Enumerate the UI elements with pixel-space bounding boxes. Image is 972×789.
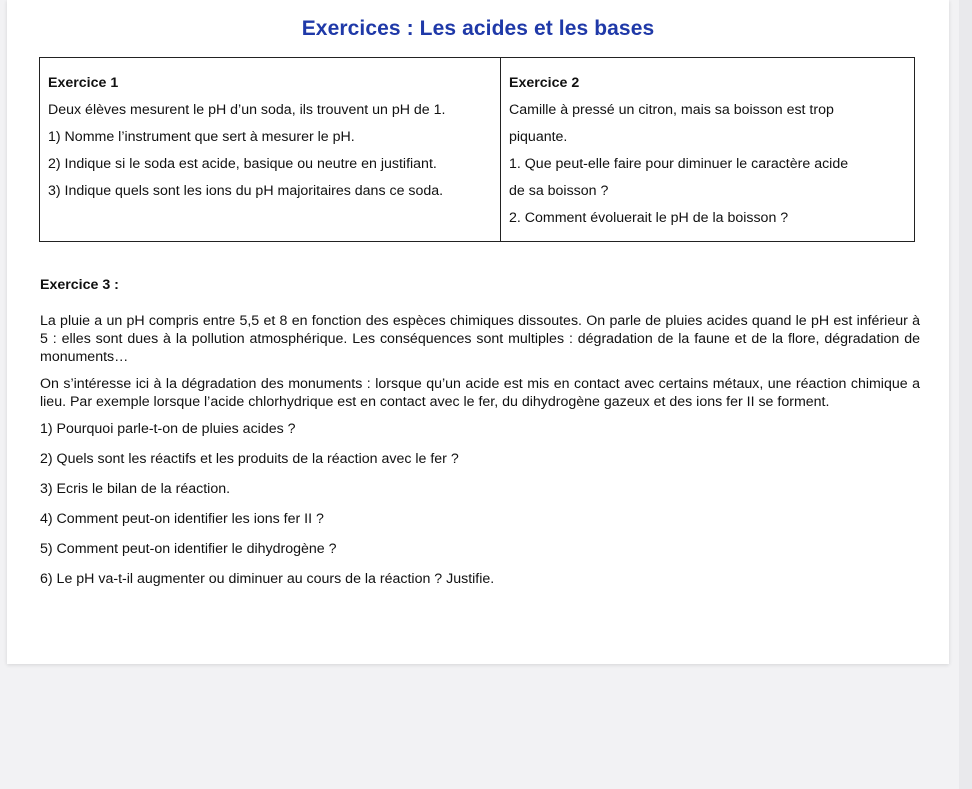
exercice-2-line: 2. Comment évoluerait le pH de la boisson ? — [509, 210, 789, 226]
exercice-2-line: piquante. — [509, 129, 568, 145]
exercice-1-line: 3) Indique quels sont les ions du pH majoritaires dans ce soda. — [48, 183, 444, 199]
exercice-3-paragraph: La pluie a un pH compris entre 5,5 et 8 en fonction des espèces chimiques dissoutes. On parle de pluies acides quand le pH est inférieur à 5 : elles sont dues à la pollution atmosphérique. Les conséquences sont multiples : dégradation de la faune et de la flore, dégradation de monuments… — [40, 313, 920, 365]
exercice-1-line: 2) Indique si le soda est acide, basique ou neutre en justifiant. — [48, 156, 437, 172]
exercice-3-section — [40, 276, 920, 600]
exercice-2-heading: Exercice 2 — [509, 75, 580, 91]
exercice-3-question: 6) Le pH va-t-il augmenter ou diminuer au cours de la réaction ? Justifie. — [40, 571, 495, 587]
page-title: Exercices : Les acides et les bases — [301, 17, 655, 40]
exercice-2-line: Camille à pressé un citron, mais sa boisson est trop — [509, 102, 834, 118]
exercice-3-heading: Exercice 3 : — [40, 277, 119, 293]
exercice-3-question: 5) Comment peut-on identifier le dihydrogène ? — [40, 541, 337, 557]
exercice-1-line: 1) Nomme l’instrument que sert à mesurer le pH. — [48, 129, 355, 145]
exercice-1-cell — [40, 58, 501, 241]
document-page — [7, 0, 949, 664]
exercice-3-question: 4) Comment peut-on identifier les ions fer II ? — [40, 511, 324, 527]
exercice-1-line: Deux élèves mesurent le pH d’un soda, ils trouvent un pH de 1. — [48, 102, 446, 118]
exercice-2-cell — [501, 58, 914, 241]
exercice-3-question: 1) Pourquoi parle-t-on de pluies acides ? — [40, 421, 296, 437]
exercice-1-heading: Exercice 1 — [48, 75, 119, 91]
exercice-3-question: 2) Quels sont les réactifs et les produits de la réaction avec le fer ? — [40, 451, 459, 467]
exercice-3-paragraph: On s’intéresse ici à la dégradation des monuments : lorsque qu’un acide est mis en contact avec certains métaux, une réaction chimique a lieu. Par exemple lorsque l’acide chlorhydrique est en contact avec le fer, du dihydrogène gazeux et des ions fer II se forment. — [40, 376, 920, 410]
exercice-3-question: 3) Ecris le bilan de la réaction. — [40, 481, 231, 497]
exercice-2-line: 1. Que peut-elle faire pour diminuer le caractère acide — [509, 156, 849, 172]
viewport-edge — [959, 0, 972, 789]
exercice-2-line: de sa boisson ? — [509, 183, 609, 199]
exercises-table — [39, 57, 915, 242]
